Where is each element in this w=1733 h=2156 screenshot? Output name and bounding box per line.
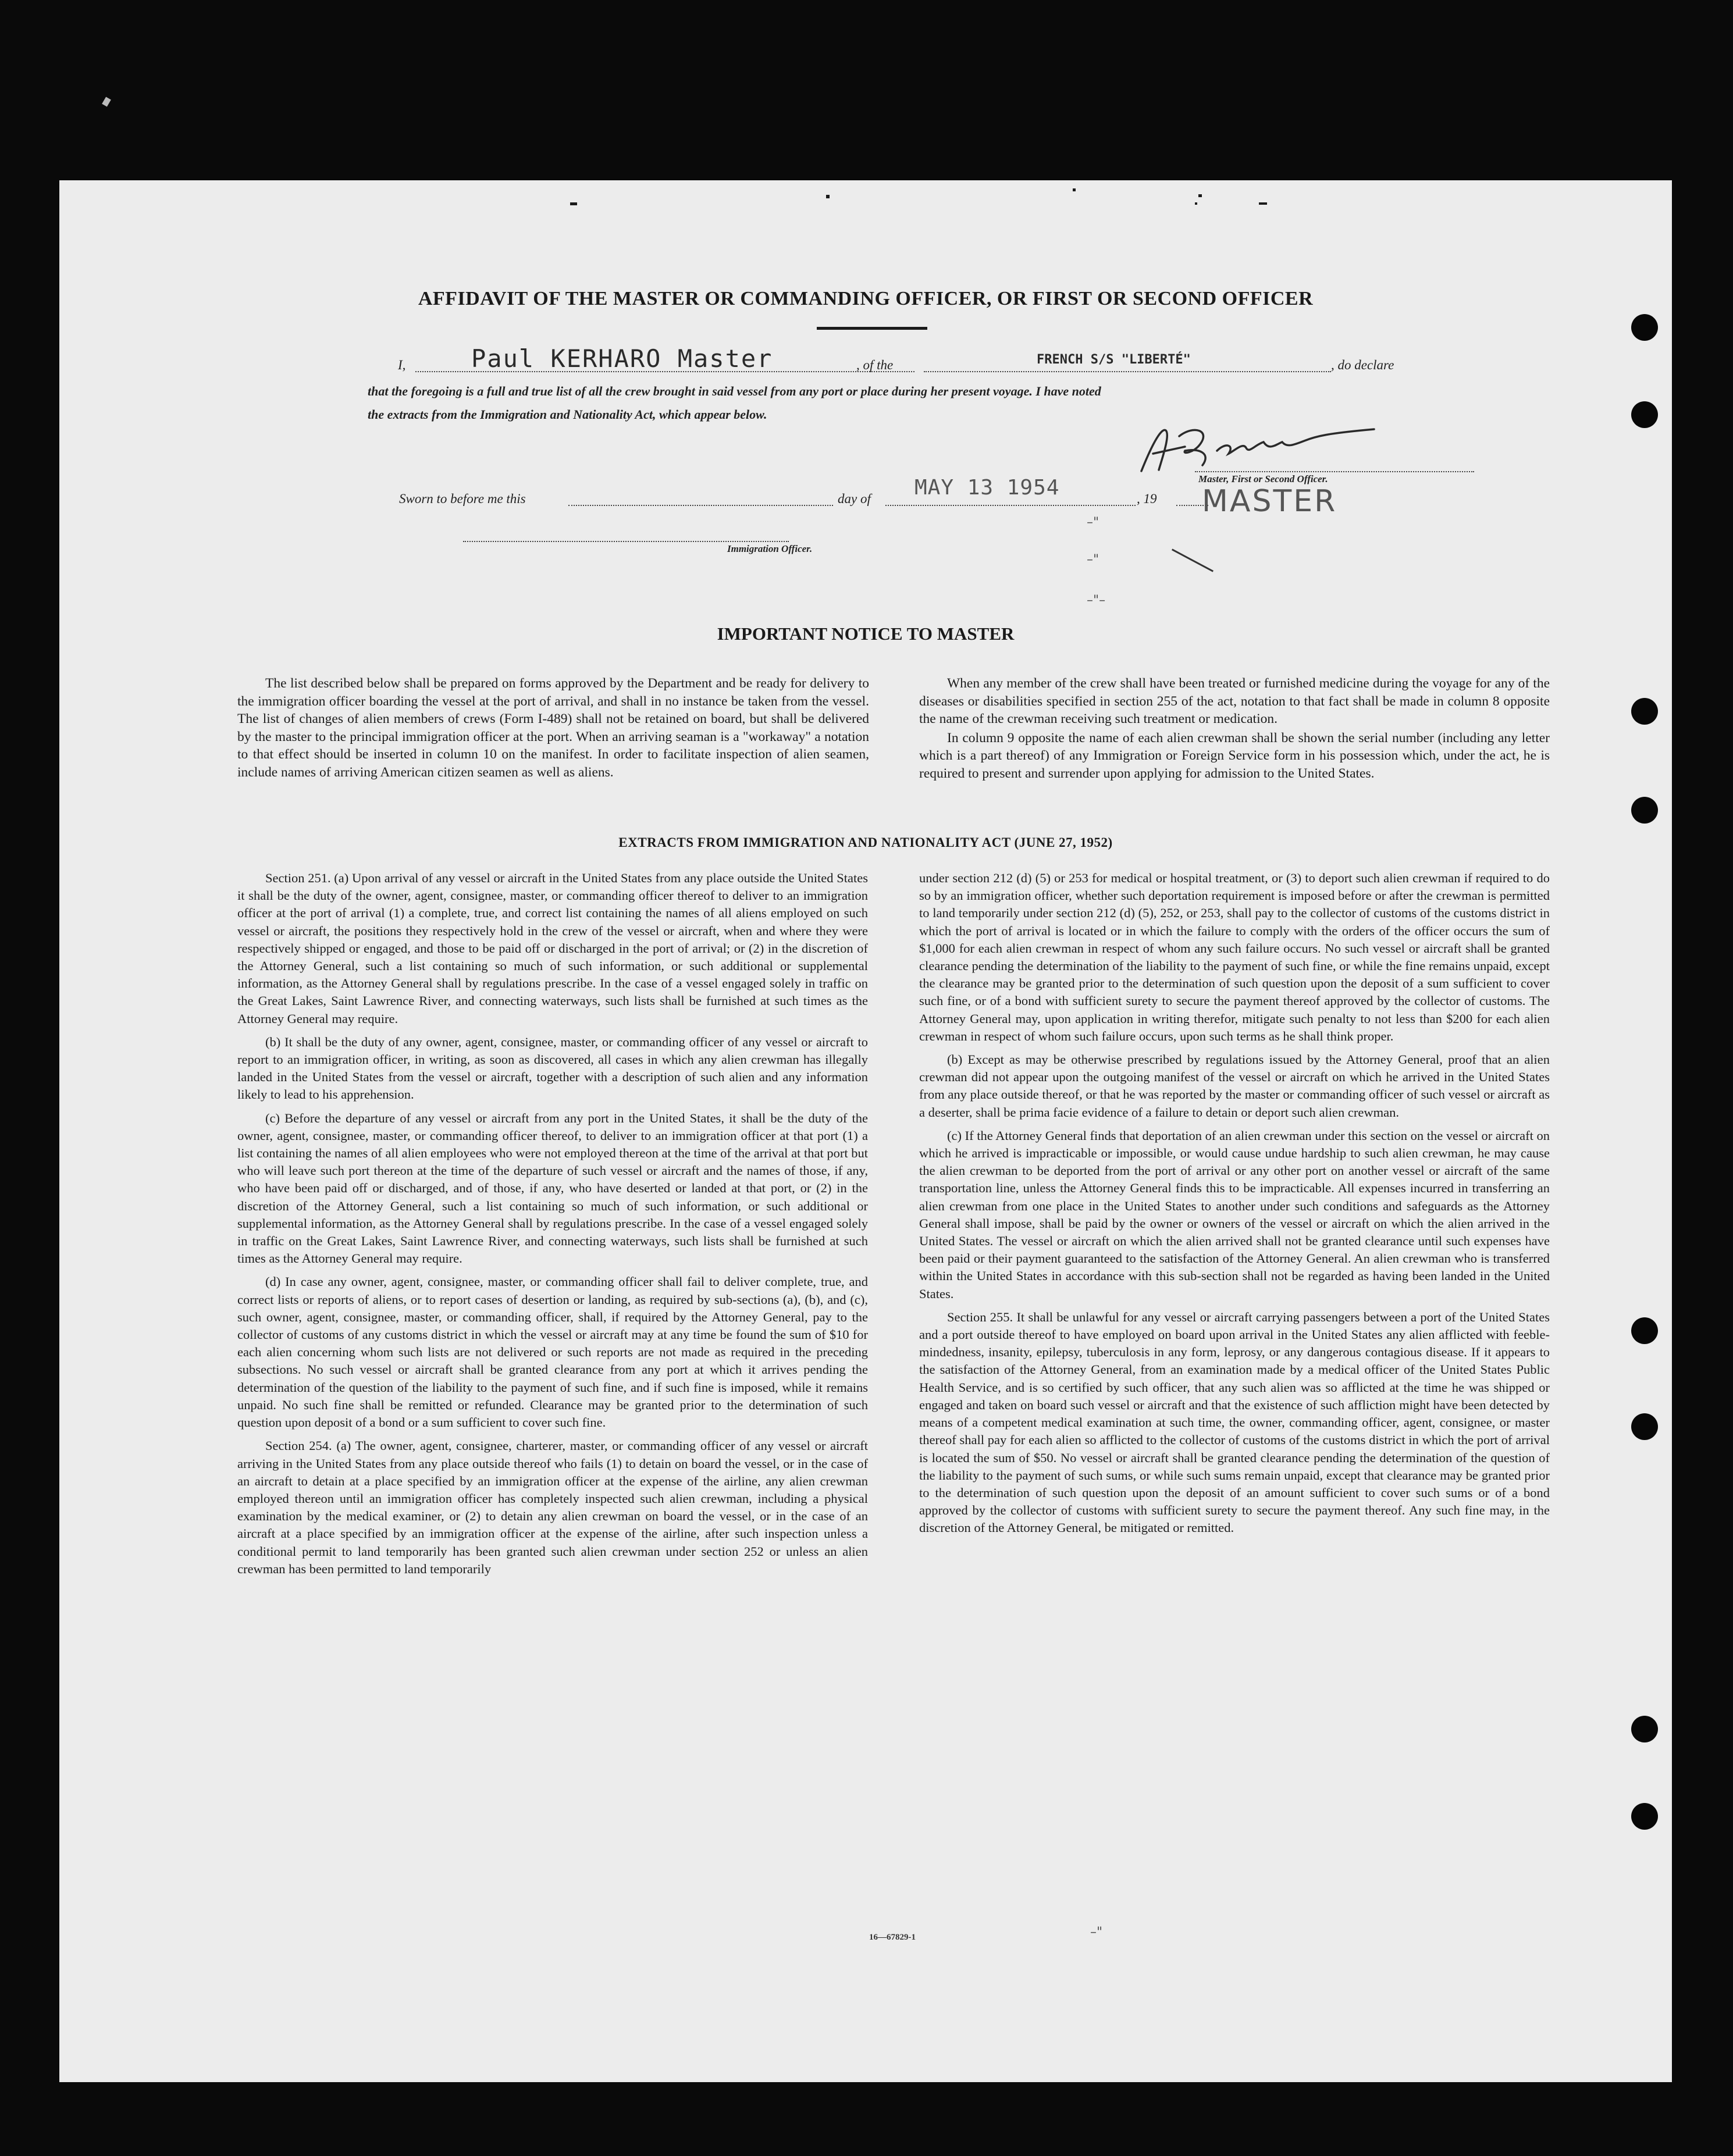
punch-hole xyxy=(1631,698,1658,725)
sworn-day-blank xyxy=(568,505,833,506)
extracts-heading: EXTRACTS FROM IMMIGRATION AND NATIONALITY ACT (JUNE 27, 1952) xyxy=(618,835,1113,850)
date-stamp: MAY 13 1954 xyxy=(914,476,1060,500)
notice-right-paragraph-1: When any member of the crew shall have been treated or furnished medicine during the voyage for any of the diseases or disabilities specified in section 255 of the act, notation to that fact shall be made in column 8 opposite the name of the crewman receiving such treatment or medication. xyxy=(919,676,1550,726)
section-251-c: (c) Before the departure of any vessel or aircraft from any port in the United States, it shall be the duty of the owner, agent, consignee, master, or commanding officer thereof, to deliver to an immigration officer at that port (1) a list containing the names of all alien employees who were not employed thereon at the time of the arrival at that port but who will leave such port thereon at the time of the departure of such vessel or aircraft and the names of those, if any, who have been paid off or discharged, and of those, if any, who have deserted or landed at that port, or (2) in the discretion of the Attorney General, such a list containing so much of such information, or such additional or supplemental information, as the Attorney General shall by regulations prescribe. In the case of a vessel engaged solely in traffic on the Great Lakes, Saint Lawrence River, and connecting waterways, such lists shall be furnished at such times as the Attorney General may require. xyxy=(237,1110,868,1266)
stray-stroke xyxy=(1172,548,1214,572)
declaration-text-line-3: the extracts from the Immigration and Nationality Act, which appear below. xyxy=(368,407,767,422)
notice-left-column xyxy=(237,675,869,781)
title-underline xyxy=(817,327,927,330)
extracts-left-column xyxy=(237,869,868,1584)
stray-mark: –"– xyxy=(1087,593,1106,608)
master-stamp: MASTER xyxy=(1202,484,1337,519)
punch-hole xyxy=(1631,797,1658,824)
vessel-name-typed: FRENCH S/S "LIBERTÉ" xyxy=(1037,352,1191,367)
sworn-month-blank xyxy=(885,505,1136,506)
stray-mark: –" xyxy=(1090,1925,1103,1940)
master-officer-caption: Master, First or Second Officer. xyxy=(1198,473,1328,484)
stray-mark: –" xyxy=(1087,553,1099,567)
year-label: , 19 xyxy=(1137,491,1157,506)
extracts-right-column xyxy=(919,869,1550,1543)
section-254-b: (b) Except as may be otherwise prescribed by regulations issued by the Attorney General, proof that an alien crewman did not appear upon the outgoing manifest of the vessel or aircraft on which he arrived in the United States from any place outside thereof, or that he was reported by the master or commanding officer of such vessel or aircraft as a deserter, shall be prima facie evidence of a failure to detain or deport such alien crewman. xyxy=(919,1052,1550,1120)
document-title: AFFIDAVIT OF THE MASTER OR COMMANDING OFFICER, OR FIRST OR SECOND OFFICER xyxy=(418,288,1314,309)
signature-blank xyxy=(1195,471,1474,472)
declaration-text-line-2: that the foregoing is a full and true list of all the crew brought in said vessel from any port or place during her present voyage. I have noted xyxy=(368,384,1101,398)
section-251-a: Section 251. (a) Upon arrival of any vessel or aircraft in the United States from any place outside the United States it shall be the duty of the owner, agent, consignee, master, or commanding officer thereof to deliver to an immigration officer at the port of arrival (1) a complete, true, and correct list containing the names of all aliens employed on such vessel or aircraft, the positions they respectively hold in the crew of the vessel or aircraft, when and where they were respectively shipped or engaged, and those to be paid off or discharged in the port of arrival; or (2) in the discretion of the Attorney General, such a list containing so much of such information, or such additional or supplemental information, as the Attorney General shall by regulations prescribe. In the case of a vessel engaged solely in traffic on the Great Lakes, Saint Lawrence River, and connecting waterways, such lists shall be furnished at such times as the Attorney General may require. xyxy=(237,871,868,1026)
section-254-c: (c) If the Attorney General finds that deportation of an alien crewman under this section on the vessel or aircraft on which he arrived is impracticable or impossible, or would cause undue hardship to such alien crewman, he may cause the alien crewman to be deported from the port of arrival or any other port on another vessel or aircraft of the same transportation line, unless the Attorney General finds this to be impracticable. All expenses incurred in transferring an alien crewman from one place in the United States to another under such conditions and safeguards as the Attorney General shall impose, shall be paid by the owner or owners of the vessel or aircraft on which the alien arrived in the United States. The vessel or aircraft on which the alien arrived shall not be granted clearance until such expenses have been paid or their payment guaranteed to the satisfaction of the Attorney General. An alien crewman who is transferred within the United States in accordance with this sub-section shall not be regarded as having been landed in the United States. xyxy=(919,1128,1550,1301)
stray-mark: –" xyxy=(1087,515,1099,530)
punch-hole xyxy=(1631,1413,1658,1440)
punch-hole xyxy=(1631,401,1658,428)
section-254-a: Section 254. (a) The owner, agent, consignee, charterer, master, or commanding officer of any vessel or aircraft arriving in the United States from any place outside thereof who fails (1) to detain on board the vessel, or in the case of an aircraft to detain at a place specified by an immigration officer at the expense of the airline, any alien crewman employed thereon until an immigration officer has completely inspected such alien crewman, including a physical examination by the medical examiner, or (2) to detain any alien crewman on board the vessel, or in the case of an aircraft at a place specified by an immigration officer at the expense of the airline, after such inspection unless a conditional permit to land temporarily has been granted such alien crewman under section 252 or unless an alien crewman has been permitted to land temporarily xyxy=(237,1438,868,1576)
of-the-label: , of the xyxy=(856,358,894,372)
do-declare-label: , do declare xyxy=(1331,358,1394,372)
punch-hole xyxy=(1631,314,1658,341)
punch-hole xyxy=(1631,1803,1658,1830)
form-code: 16—67829-1 xyxy=(869,1933,916,1942)
notice-right-column xyxy=(919,675,1550,782)
vessel-blank xyxy=(924,371,1331,372)
sworn-label: Sworn to before me this xyxy=(399,491,526,506)
day-of-label: day of xyxy=(838,491,871,506)
notice-left-paragraph: The list described below shall be prepared on forms approved by the Department and be ready for delivery to the immigration officer boarding the vessel at the port of arrival, and shall in no instance be taken from the vessel. The list of changes of alien members of crews (Form I-489) shall not be retained on board, but shall be delivered by the master to the principal immigration officer at the port. When an arriving seaman is a "workaway" a notation to that effect should be inserted in column 10 on the manifest. In order to facilitate inspection of alien seamen, include names of arriving American citizen seamen as well as aliens. xyxy=(237,676,869,780)
immigration-officer-caption: Immigration Officer. xyxy=(727,543,813,554)
punch-hole xyxy=(1631,1317,1658,1344)
notice-right-paragraph-2: In column 9 opposite the name of each alien crewman shall be shown the serial number (including any letter which is a part thereof) of any Immigration or Foreign Service form in his possession which, under the act, he is required to present and surrender upon applying for admission to the United States. xyxy=(919,730,1550,781)
scan-mark xyxy=(826,195,830,198)
scan-mark xyxy=(1259,202,1267,205)
immigration-officer-blank xyxy=(463,541,789,542)
scan-mark xyxy=(1195,202,1197,205)
i-label: I, xyxy=(398,358,406,372)
scan-mark xyxy=(1073,188,1076,191)
scan-mark xyxy=(1198,194,1202,197)
punch-hole xyxy=(1631,1716,1658,1742)
section-254-a-continued: under section 212 (d) (5) or 253 for medical or hospital treatment, or (3) to deport such alien crewman if required to do so by an immigration officer, whether such deportation requirement is imposed before or after the crewman is permitted to land temporarily under section 212 (d) (5), 252, or 253, shall pay to the collector of customs of the customs district in which the port of arrival is located or in which the failure to comply with the orders of the officer occurs the sum of $1,000 for each alien crewman in respect of whom any such failure occurs. No such vessel or aircraft shall be granted clearance pending the determination of the liability to the payment of such fine, or while the fine remains unpaid, except the clearance may be granted prior to the determination of such question upon the deposit of a sum sufficient to cover such fine, or of a bond with sufficient surety to secure the payment thereof approved by the collector of customs. The Attorney General may, upon application in writing therefor, mitigate such penalty to not less than $200 for each alien crewman in respect of whom such failure occurs, upon such terms as he shall think proper. xyxy=(919,871,1550,1043)
section-251-d: (d) In case any owner, agent, consignee, master, or commanding officer shall fail to deliver complete, true, and correct lists or reports of aliens, or to report cases of desertion or landing, as required by sub-sections (a), (b), and (c), such owner, agent, consignee, master, or commanding officer, shall, if required by the Attorney General, pay to the collector of customs of any customs district in which the vessel or aircraft may at any time be found the sum of $10 for each alien concerning whom such lists are not delivered or such reports are not made as required in the preceding subsections. No such vessel or aircraft shall be granted clearance from any port at which it arrives pending the determination of the question of the liability to the payment of such fine, and if such fine is imposed, while it remains unpaid. No such fine shall be remitted or refunded. Clearance may be granted prior to the determination of such question upon deposit of a bond or a sum sufficient to cover such fine. xyxy=(237,1274,868,1430)
section-255: Section 255. It shall be unlawful for any vessel or aircraft carrying passengers between a port of the United States and a port outside thereof to have employed on board upon arrival in the United States any alien afflicted with feeble-mindedness, insanity, epilepsy, tuberculosis in any form, leprosy, or any dangerous contagious disease. If it appears to the satisfaction of the Attorney General, from an examination made by a medical officer of the United States Public Health Service, and is so certified by such officer, that any such alien was so afflicted at the time he was shipped or engaged and taken on board such vessel or aircraft and that the existence of such affliction might have been detected by means of a competent medical examination at such time, the owner, commanding officer, agent, consignee, or master thereof shall pay for each alien so afflicted to the collector of customs of the customs district in which the port of arrival is located the sum of $50. No vessel or aircraft shall be granted clearance pending the determination of the question of the liability to the payment of such sums, or while such sums remain unpaid, except that clearance may be granted prior to the determination of such question upon the deposit of an amount sufficient to cover such sums or of a bond approved by the collector of customs with sufficient surety to secure the payment thereof. Any such fine may, in the discretion of the Attorney General, be mitigated or remitted. xyxy=(919,1309,1550,1535)
scan-speck xyxy=(102,97,111,106)
affidavit-sheet xyxy=(59,180,1672,2082)
scan-mark xyxy=(570,202,577,205)
section-251-b: (b) It shall be the duty of any owner, agent, consignee, master, or commanding officer of any vessel or aircraft to report to an immigration officer, in writing, as soon as discovered, all cases in which any alien crewman has illegally landed in the United States from the vessel or aircraft, together with a description of such alien and any information likely to lead to his apprehension. xyxy=(237,1034,868,1102)
master-name-typed: Paul KERHARO Master xyxy=(471,344,773,373)
notice-heading: IMPORTANT NOTICE TO MASTER xyxy=(717,623,1015,644)
